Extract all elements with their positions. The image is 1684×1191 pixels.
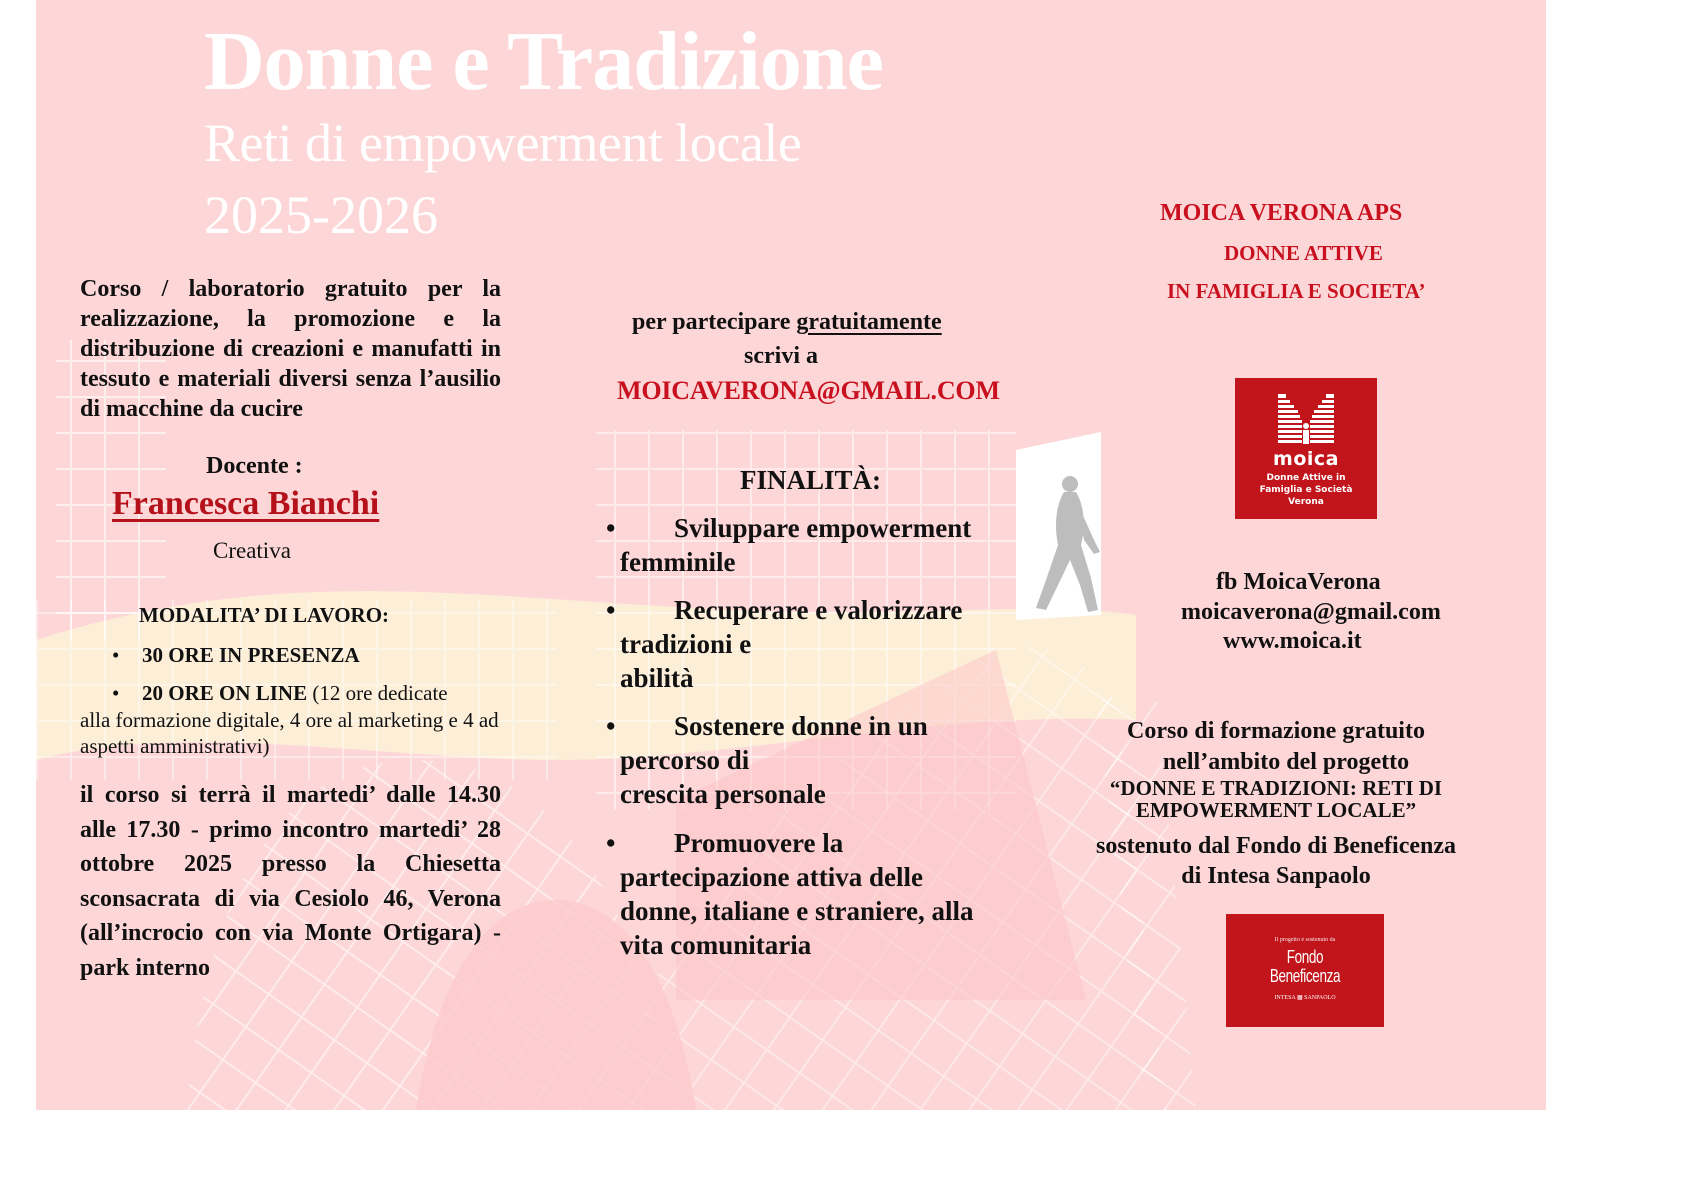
bullet-icon: •: [606, 513, 616, 543]
bullet-icon: •: [112, 681, 120, 705]
moica-logo: [1235, 378, 1377, 519]
project-line: nell’ambito del progetto: [1162, 749, 1410, 775]
goal-text: tradizioni e: [620, 629, 752, 659]
cta-email-link[interactable]: MOICAVERONA@GMAIL.COM: [617, 376, 1000, 405]
goal-text: abilità: [620, 663, 694, 693]
course-description: Corso / laboratorio gratuito per la realizzazione, la promozione e la distribuzione di creazioni e manufatti in tessuto e materiali diversi senza l’ausilio di macchine da cucire: [80, 276, 501, 422]
goal-item: [606, 511, 1026, 579]
project-sponsor-line: sostenuto dal Fondo di Beneficenza: [1095, 833, 1457, 859]
moica-logo-line: Donne Attive in: [1266, 473, 1346, 483]
work-mode-title: MODALITA’ DI LAVORO:: [139, 603, 390, 627]
page-years: 2025-2026: [204, 185, 438, 245]
cta-text: [632, 309, 942, 336]
teacher-name: Francesca Bianchi: [112, 485, 380, 522]
bullet-icon: •: [606, 595, 616, 625]
moica-logo-line: Famiglia e Società: [1259, 485, 1353, 495]
goal-item: [606, 593, 1026, 695]
email-link[interactable]: moicaverona@gmail.com: [1181, 599, 1441, 625]
bullet-icon: •: [606, 828, 616, 858]
fondo-beneficenza-logo: [1226, 914, 1384, 1027]
teacher-label: Docente :: [206, 453, 303, 479]
intesa-sanpaolo-mark: INTESA ▦ SANPAOLO: [1274, 995, 1336, 1001]
goal-text: Recuperare e valorizzare: [674, 595, 963, 625]
facebook-link[interactable]: fb MoicaVerona: [1216, 569, 1381, 595]
work-mode-detail-continuation: alla formazione digitale, 4 ore al marketing e 4 ad aspetti amministrativi): [80, 708, 499, 758]
website-link[interactable]: www.moica.it: [1223, 628, 1362, 654]
page-subtitle: Reti di empowerment locale: [204, 113, 802, 173]
goal-text: femminile: [620, 547, 736, 577]
project-sponsor-line: di Intesa Sanpaolo: [1181, 863, 1371, 889]
moica-logo-line: Verona: [1288, 497, 1324, 507]
project-line: Corso di formazione gratuito: [1127, 718, 1425, 744]
goals-title: FINALITÀ:: [740, 465, 882, 495]
organization-tagline: IN FAMIGLIA E SOCIETA’: [1167, 279, 1426, 303]
goal-text: Promuovere la: [674, 828, 844, 858]
goal-text: percorso di: [620, 745, 750, 775]
course-schedule: il corso si terrà il martedi’ dalle 14.30 alle 17.30 - primo incontro martedi’ 28 ottobre 2025 presso la Chiesetta sconsacrata di via Cesiolo 46, Verona (all’incrocio con via Monte Ortigara) - park interno: [80, 782, 501, 981]
fondo-logo-title: [1246, 948, 1365, 986]
fondo-logo-line: Beneficenza: [1269, 966, 1341, 986]
project-name-line: EMPOWERMENT LOCALE”: [1135, 798, 1417, 822]
goal-text: partecipazione attiva delle: [620, 862, 923, 892]
goal-text: crescita personale: [620, 779, 826, 809]
work-mode-detail: (12 ore dedicate: [307, 681, 448, 705]
cta-write-to: scrivi a: [744, 343, 818, 369]
project-name-line: “DONNE E TRADIZIONI: RETI DI: [1109, 776, 1443, 800]
organization-name: MOICA VERONA APS: [1160, 200, 1403, 226]
moica-emblem-icon: [1276, 392, 1336, 450]
goal-item: [606, 826, 1026, 962]
bullet-icon: •: [606, 711, 616, 741]
moica-logo-word: moica: [1273, 448, 1339, 470]
cta-emphasis: gratuitamente: [796, 309, 942, 335]
goal-text: Sviluppare empowerment: [674, 513, 972, 543]
goal-item: [606, 709, 1026, 811]
flyer-page: [36, 0, 1546, 1110]
moica-logo-subtitle: [1235, 472, 1377, 508]
teacher-role: Creativa: [213, 538, 291, 563]
project-sponsor: [1076, 831, 1476, 891]
fondo-logo-caption: Il progetto è sostenuto da: [1274, 937, 1336, 943]
fondo-logo-line: Fondo: [1286, 947, 1324, 967]
organization-tagline: DONNE ATTIVE: [1224, 241, 1383, 265]
work-mode-hours: 20 ORE ON LINE: [142, 681, 308, 705]
goal-text: vita comunitaria: [620, 930, 812, 960]
goal-text: donne, italiane e straniere, alla: [620, 896, 974, 926]
project-name: [1076, 777, 1476, 821]
page-title: Donne e Tradizione: [204, 15, 883, 108]
bullet-icon: •: [112, 643, 120, 667]
cta-prefix: per partecipare: [632, 309, 797, 335]
work-mode-hours: 30 ORE IN PRESENZA: [142, 643, 360, 667]
goal-text: Sostenere donne in un: [674, 711, 928, 741]
